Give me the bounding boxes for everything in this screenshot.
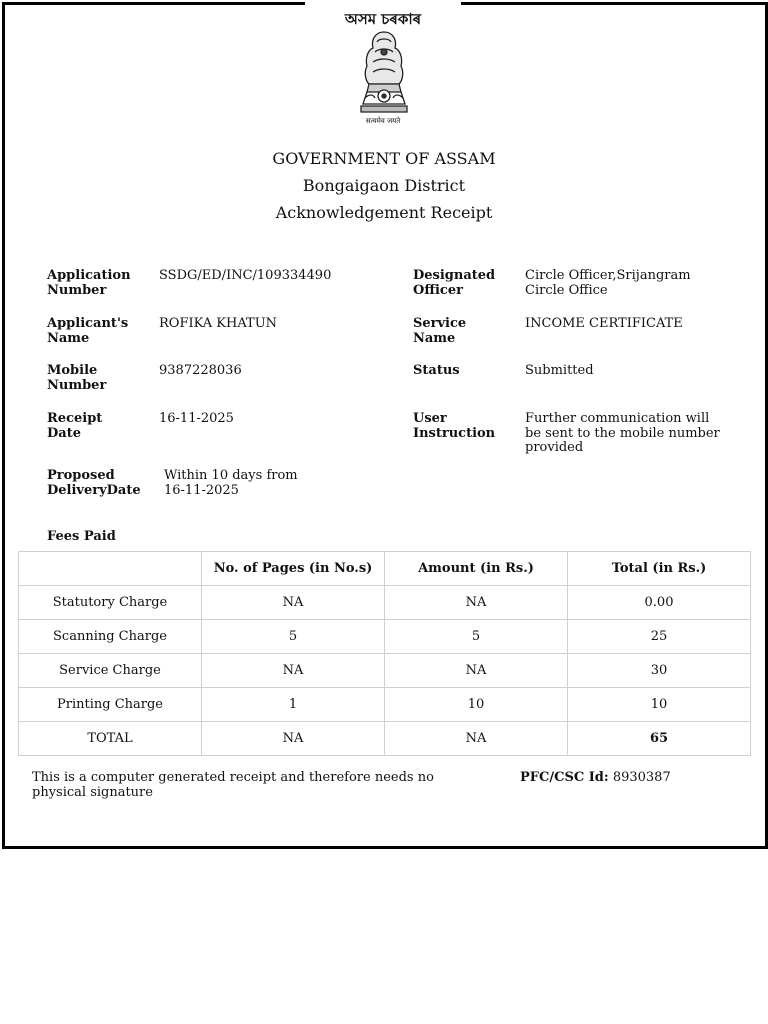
application-number-value: SSDG/ED/INC/109334490 xyxy=(159,268,332,283)
status-label: Status xyxy=(413,363,460,378)
table-cell: NA xyxy=(385,586,568,620)
applicant-name-value: ROFIKA KHATUN xyxy=(159,316,278,331)
applicant-name-label: Applicant's Name xyxy=(47,316,129,346)
table-cell: Service Charge xyxy=(19,654,202,688)
table-cell: Printing Charge xyxy=(19,688,202,722)
proposed-delivery-value: Within 10 days from 16-11-2025 xyxy=(164,468,298,498)
table-row xyxy=(19,620,751,654)
emblem-top-text: অসম চৰকাৰ xyxy=(344,10,422,28)
emblem-block xyxy=(305,0,461,132)
designated-officer-value: Circle Officer,Srijangram Circle Office xyxy=(525,268,691,298)
grand-total-cell: 65 xyxy=(568,722,751,756)
table-cell: 25 xyxy=(568,620,751,654)
service-name-label: Service Name xyxy=(413,316,467,346)
table-cell: TOTAL xyxy=(19,722,202,756)
fees-paid-label: Fees Paid xyxy=(47,529,116,544)
receipt-date-value: 16-11-2025 xyxy=(159,411,234,426)
table-cell: 0.00 xyxy=(568,586,751,620)
table-cell: 5 xyxy=(202,620,385,654)
table-row xyxy=(19,688,751,722)
table-cell: 1 xyxy=(202,688,385,722)
fees-header-cell: Amount (in Rs.) xyxy=(385,552,568,586)
service-name-value: INCOME CERTIFICATE xyxy=(525,316,683,331)
fees-table xyxy=(18,551,751,756)
table-cell: NA xyxy=(385,722,568,756)
fees-header-cell: No. of Pages (in No.s) xyxy=(202,552,385,586)
government-title: GOVERNMENT OF ASSAM xyxy=(272,149,496,168)
mobile-number-value: 9387228036 xyxy=(159,363,242,378)
table-cell: NA xyxy=(202,586,385,620)
table-cell: NA xyxy=(202,722,385,756)
pfc-csc-value: 8930387 xyxy=(612,770,671,785)
designated-officer-label: Designated Officer xyxy=(413,268,496,298)
table-cell: Statutory Charge xyxy=(19,586,202,620)
user-instruction-value: Further communication will be sent to the mobile number provided xyxy=(525,411,720,455)
emblem-motto: सत्यमेव जयते xyxy=(365,117,401,125)
computer-generated-note: This is a computer generated receipt and therefore needs no physical signature xyxy=(32,770,434,800)
receipt-title: Acknowledgement Receipt xyxy=(275,203,493,222)
table-cell: 10 xyxy=(568,688,751,722)
pfc-csc-label: PFC/CSC Id: xyxy=(520,770,609,785)
status-value: Submitted xyxy=(525,363,594,378)
proposed-delivery-label: Proposed DeliveryDate xyxy=(47,468,141,498)
table-row xyxy=(19,654,751,688)
district-title: Bongaigaon District xyxy=(302,176,466,195)
user-instruction-label: User Instruction xyxy=(413,411,496,441)
fees-header-row xyxy=(19,552,751,586)
table-cell: Scanning Charge xyxy=(19,620,202,654)
table-cell: 30 xyxy=(568,654,751,688)
table-row-total xyxy=(19,722,751,756)
table-cell: NA xyxy=(385,654,568,688)
table-cell: 10 xyxy=(385,688,568,722)
application-number-label: Application Number xyxy=(47,268,131,298)
table-row xyxy=(19,586,751,620)
receipt-date-label: Receipt Date xyxy=(47,411,103,441)
fees-header-cell: Total (in Rs.) xyxy=(568,552,751,586)
mobile-number-label: Mobile Number xyxy=(47,363,107,393)
fees-header-cell xyxy=(19,552,202,586)
pfc-csc-id xyxy=(520,770,671,785)
national-emblem-icon xyxy=(353,28,415,116)
table-cell: NA xyxy=(202,654,385,688)
table-cell: 5 xyxy=(385,620,568,654)
